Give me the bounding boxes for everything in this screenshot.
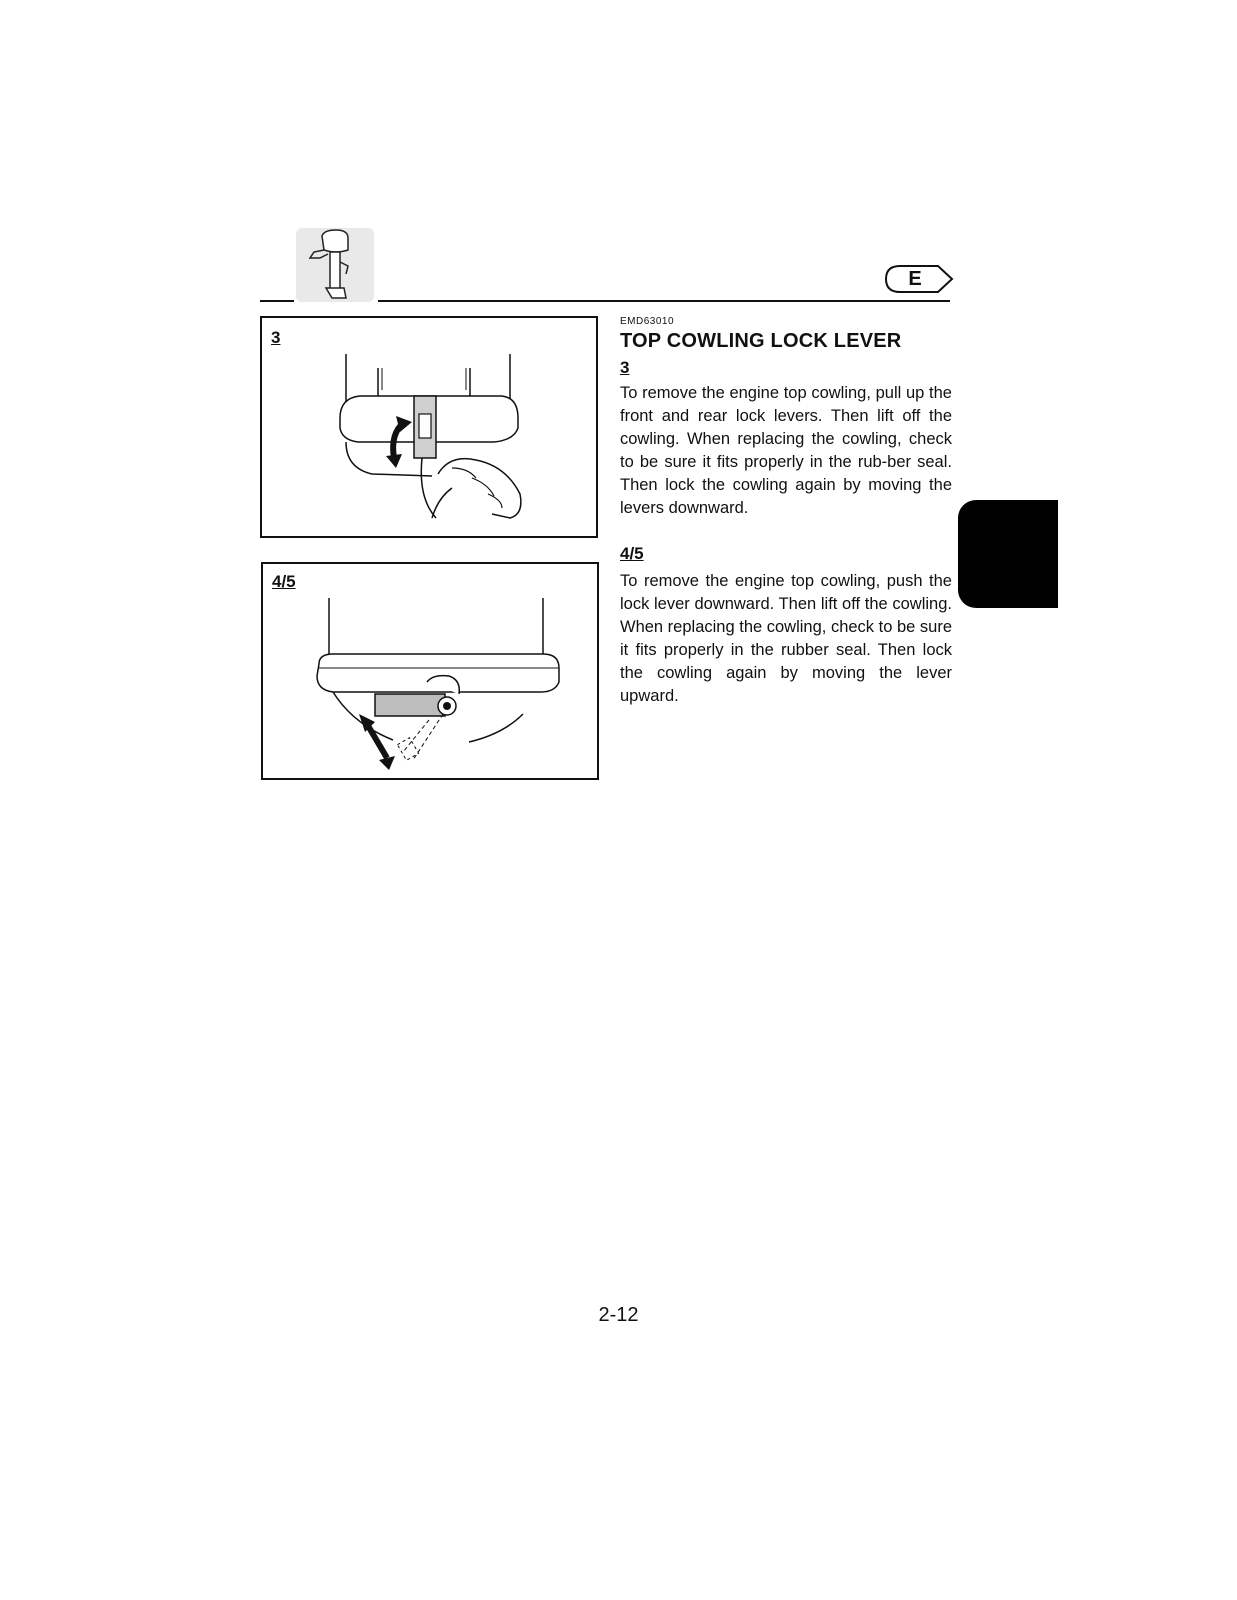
- header-rule-right: [378, 300, 950, 302]
- page-number: 2-12: [598, 1304, 639, 1326]
- lock-lever-illustration: [263, 564, 597, 778]
- language-badge: E: [908, 268, 922, 290]
- figure-4-5: [261, 562, 599, 780]
- header-rule-left: [260, 300, 294, 302]
- outboard-motor-icon: [296, 228, 374, 302]
- figure-label: 4/5: [272, 572, 296, 591]
- subsection-label-4-5: 4/5: [620, 544, 644, 563]
- chapter-side-tab: [958, 500, 1058, 608]
- instruction-paragraph-3: To remove the engine top cowling, pull up the front and rear lock levers. Then lift off the cowling. When replacing the cowling, check to be sure it fits properly in the rub-ber seal. Then lock the cowling again by moving the levers downward.: [620, 384, 952, 517]
- cowling-lock-illustration: [262, 318, 596, 536]
- instruction-paragraph-4-5: To remove the engine top cowling, push the lock lever downward. Then lift off the cowling. When replacing the cowling, check to be sure it fits properly in the rubber seal. Then lock the cowling again by moving the lever upward.: [620, 572, 953, 705]
- figure-3: [260, 316, 598, 538]
- subsection-label-3: 3: [620, 358, 630, 377]
- reference-code: EMD63010: [620, 316, 675, 327]
- section-title: TOP COWLING LOCK LEVER: [620, 330, 902, 352]
- figure-label: 3: [271, 328, 281, 347]
